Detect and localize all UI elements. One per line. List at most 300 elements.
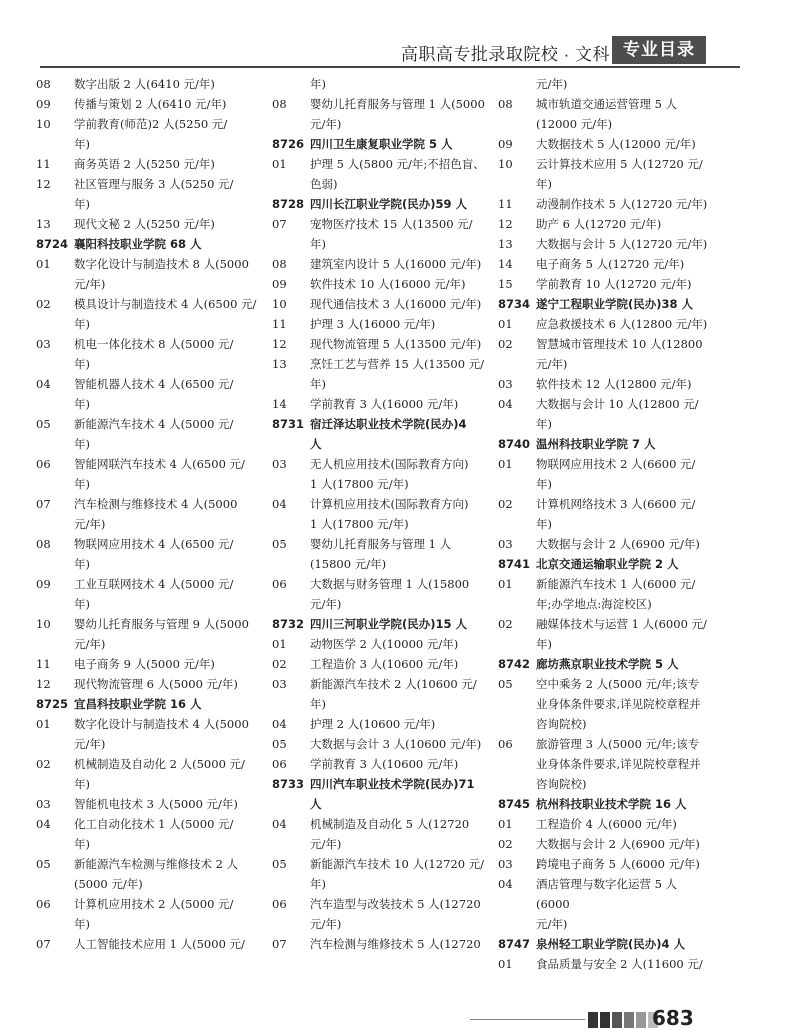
school-entry xyxy=(270,794,486,814)
entry-text: 大数据与会计 5 人(12720 元/年) xyxy=(536,237,708,251)
entry-code: 04 xyxy=(272,817,287,831)
entry-code: 12 xyxy=(272,337,287,351)
program-entry xyxy=(34,274,258,294)
entry-text: (5000 元/年) xyxy=(74,877,143,891)
entry-code: 03 xyxy=(272,677,287,691)
entry-text: 烹饪工艺与营养 15 人(13500 元/ xyxy=(310,357,485,371)
entry-code: 13 xyxy=(272,357,287,371)
program-entry xyxy=(496,694,710,714)
entry-text: 智能机电技术 3 人(5000 元/年) xyxy=(74,797,238,811)
entry-text: 元/年) xyxy=(536,357,568,371)
entry-text: 新能源汽车技术 10 人(12720 元/ xyxy=(310,857,485,871)
program-entry xyxy=(34,714,258,734)
entry-text: 城市轨道交通运营管理 5 人 xyxy=(536,97,678,111)
column-right xyxy=(496,74,710,974)
entry-code: 03 xyxy=(36,797,51,811)
program-entry xyxy=(34,214,258,234)
entry-text: 护理 2 人(10600 元/年) xyxy=(310,717,436,731)
entry-text: 年) xyxy=(74,557,90,571)
entry-text: 电子商务 5 人(12720 元/年) xyxy=(536,257,685,271)
program-entry xyxy=(34,794,258,814)
entry-code: 03 xyxy=(498,537,513,551)
entry-text: (12000 元/年) xyxy=(536,117,613,131)
entry-code: 04 xyxy=(498,877,513,891)
section-badge: 专业目录 xyxy=(612,36,706,64)
entry-text: 业身体条件要求,详见院校章程并 xyxy=(536,697,701,711)
entry-text: 温州科技职业学院 7 人 xyxy=(536,437,656,451)
program-entry xyxy=(34,314,258,334)
entry-code: 05 xyxy=(36,417,51,431)
entry-text: 融媒体技术与运营 1 人(6000 元/ xyxy=(536,617,707,631)
program-entry xyxy=(34,734,258,754)
program-entry xyxy=(496,414,710,434)
program-entry xyxy=(34,294,258,314)
entry-code: 03 xyxy=(498,857,513,871)
entry-text: 大数据与会计 2 人(6900 元/年) xyxy=(536,537,700,551)
program-entry xyxy=(496,214,710,234)
entry-code: 8732 xyxy=(272,617,305,631)
program-entry xyxy=(270,114,486,134)
entry-text: 大数据技术 5 人(12000 元/年) xyxy=(536,137,696,151)
entry-text: 汽车检测与维修技术 5 人(12720 xyxy=(310,937,481,951)
entry-code: 01 xyxy=(36,717,51,731)
program-entry xyxy=(496,274,710,294)
program-entry xyxy=(34,754,258,774)
entry-text: 四川长江职业学院(民办)59 人 xyxy=(310,197,468,211)
program-entry xyxy=(270,754,486,774)
entry-code: 01 xyxy=(498,457,513,471)
entry-text: 软件技术 12 人(12800 元/年) xyxy=(536,377,692,391)
program-entry xyxy=(34,614,258,634)
entry-text: 元/年) xyxy=(74,637,106,651)
entry-code: 01 xyxy=(36,257,51,271)
entry-text: 宿迁泽达职业技术学院(民办)4 xyxy=(310,417,467,431)
entry-code: 08 xyxy=(498,97,513,111)
entry-text: 年) xyxy=(74,357,90,371)
entry-text: 跨境电子商务 5 人(6000 元/年) xyxy=(536,857,700,871)
program-entry xyxy=(496,574,710,594)
entry-code: 05 xyxy=(36,857,51,871)
school-entry xyxy=(496,794,710,814)
entry-text: 元/年) xyxy=(74,517,106,531)
program-entry xyxy=(270,534,486,554)
entry-code: 8741 xyxy=(498,557,531,571)
program-entry xyxy=(34,774,258,794)
entry-text: 人 xyxy=(310,797,322,811)
school-entry xyxy=(270,414,486,434)
entry-text: 年) xyxy=(74,137,90,151)
program-entry xyxy=(270,254,486,274)
entry-text: 智能网联汽车技术 4 人(6500 元/ xyxy=(74,457,245,471)
entry-code: 11 xyxy=(36,657,51,671)
program-entry xyxy=(496,134,710,154)
program-entry xyxy=(270,854,486,874)
program-entry xyxy=(270,234,486,254)
entry-text: 现代物流管理 6 人(5000 元/年) xyxy=(74,677,238,691)
entry-code: 04 xyxy=(498,397,513,411)
program-entry xyxy=(496,874,710,914)
entry-text: 北京交通运输职业学院 2 人 xyxy=(536,557,679,571)
entry-text: 酒店管理与数字化运营 5 人(6000 xyxy=(536,877,678,911)
entry-text: 元/年) xyxy=(536,77,568,91)
entry-text: 大数据与会计 2 人(6900 元/年) xyxy=(536,837,700,851)
entry-text: 宠物医疗技术 15 人(13500 元/ xyxy=(310,217,473,231)
entry-text: 软件技术 10 人(16000 元/年) xyxy=(310,277,466,291)
entry-code: 01 xyxy=(498,317,513,331)
footer-decoration-bars xyxy=(588,1012,660,1028)
school-entry xyxy=(496,654,710,674)
entry-text: 元/年) xyxy=(536,917,568,931)
program-entry xyxy=(34,194,258,214)
entry-code: 02 xyxy=(498,617,513,631)
entry-text: 计算机应用技术 2 人(5000 元/ xyxy=(74,897,234,911)
entry-text: 无人机应用技术(国际教育方向) xyxy=(310,457,469,471)
entry-text: 宜昌科技职业学院 16 人 xyxy=(74,697,202,711)
program-entry xyxy=(270,554,486,574)
entry-code: 06 xyxy=(272,757,287,771)
entry-code: 08 xyxy=(272,257,287,271)
entry-text: 1 人(17800 元/年) xyxy=(310,477,409,491)
program-entry xyxy=(270,514,486,534)
entry-text: 学前教育 3 人(10600 元/年) xyxy=(310,757,459,771)
entry-text: 商务英语 2 人(5250 元/年) xyxy=(74,157,215,171)
entry-text: 四川卫生康复职业学院 5 人 xyxy=(310,137,453,151)
entry-code: 04 xyxy=(36,377,51,391)
column-left xyxy=(34,74,258,954)
program-entry xyxy=(34,254,258,274)
entry-code: 05 xyxy=(272,537,287,551)
entry-text: 工业互联网技术 4 人(5000 元/ xyxy=(74,577,234,591)
entry-text: 业身体条件要求,详见院校章程并 xyxy=(536,757,701,771)
entry-code: 15 xyxy=(498,277,513,291)
program-entry xyxy=(496,174,710,194)
school-entry xyxy=(270,614,486,634)
entry-code: 04 xyxy=(272,497,287,511)
entry-code: 02 xyxy=(36,297,51,311)
entry-code: 11 xyxy=(272,317,287,331)
entry-text: 年) xyxy=(310,877,326,891)
entry-text: 年) xyxy=(536,477,552,491)
entry-text: 物联网应用技术 4 人(6500 元/ xyxy=(74,537,234,551)
program-entry xyxy=(496,534,710,554)
program-entry xyxy=(270,174,486,194)
entry-text: 元/年) xyxy=(310,917,342,931)
school-entry xyxy=(496,294,710,314)
entry-code: 8728 xyxy=(272,197,305,211)
entry-text: 1 人(17800 元/年) xyxy=(310,517,409,531)
column-middle xyxy=(270,74,486,954)
entry-code: 13 xyxy=(36,217,51,231)
program-entry xyxy=(496,354,710,374)
entry-text: 社区管理与服务 3 人(5250 元/ xyxy=(74,177,234,191)
program-entry xyxy=(270,314,486,334)
entry-code: 07 xyxy=(36,497,51,511)
entry-code: 8742 xyxy=(498,657,531,671)
entry-text: 泉州轻工职业学院(民办)4 人 xyxy=(536,937,686,951)
program-entry xyxy=(496,774,710,794)
entry-text: 机械制造及自动化 2 人(5000 元/ xyxy=(74,757,245,771)
entry-text: 新能源汽车技术 4 人(5000 元/ xyxy=(74,417,234,431)
program-entry xyxy=(34,174,258,194)
program-entry xyxy=(270,834,486,854)
entry-text: 食品质量与安全 2 人(11600 元/ xyxy=(536,957,703,971)
program-entry xyxy=(34,494,258,514)
entry-text: 云计算技术应用 5 人(12720 元/ xyxy=(536,157,703,171)
program-entry xyxy=(270,634,486,654)
program-entry xyxy=(34,534,258,554)
entry-code: 07 xyxy=(36,937,51,951)
program-entry xyxy=(34,574,258,594)
program-entry xyxy=(496,714,710,734)
entry-text: 学前教育 3 人(16000 元/年) xyxy=(310,397,459,411)
entry-code: 10 xyxy=(36,117,51,131)
entry-text: 年) xyxy=(310,377,326,391)
program-entry xyxy=(496,594,710,614)
entry-code: 05 xyxy=(272,857,287,871)
entry-text: 年) xyxy=(74,197,90,211)
entry-code: 8745 xyxy=(498,797,531,811)
program-entry xyxy=(496,834,710,854)
entry-text: 工程造价 4 人(6000 元/年) xyxy=(536,817,677,831)
entry-text: 汽车检测与维修技术 4 人(5000 xyxy=(74,497,238,511)
program-entry xyxy=(496,254,710,274)
entry-code: 14 xyxy=(272,397,287,411)
header-divider xyxy=(40,66,740,68)
program-entry xyxy=(34,554,258,574)
entry-code: 12 xyxy=(36,177,51,191)
program-entry xyxy=(34,914,258,934)
entry-code: 06 xyxy=(272,897,287,911)
entry-code: 8734 xyxy=(498,297,531,311)
entry-code: 05 xyxy=(272,737,287,751)
entry-code: 02 xyxy=(498,837,513,851)
entry-text: 婴幼儿托育服务与管理 1 人(5000 xyxy=(310,97,485,111)
program-entry xyxy=(34,874,258,894)
entry-code: 12 xyxy=(498,217,513,231)
program-entry xyxy=(496,454,710,474)
school-entry xyxy=(270,434,486,454)
entry-text: 计算机应用技术(国际教育方向) xyxy=(310,497,469,511)
entry-text: 大数据与财务管理 1 人(15800 xyxy=(310,577,470,591)
entry-code: 02 xyxy=(36,757,51,771)
entry-text: 数字出版 2 人(6410 元/年) xyxy=(74,77,215,91)
program-entry xyxy=(496,674,710,694)
entry-text: 年) xyxy=(74,437,90,451)
entry-text: 年) xyxy=(536,517,552,531)
entry-text: (15800 元/年) xyxy=(310,557,387,571)
program-entry xyxy=(496,914,710,934)
entry-text: 年) xyxy=(310,77,326,91)
header-title: 高职高专批录取院校 · 文科 xyxy=(400,45,610,64)
program-entry xyxy=(270,894,486,914)
entry-text: 人 xyxy=(310,437,322,451)
entry-code: 12 xyxy=(36,677,51,691)
entry-text: 年) xyxy=(536,637,552,651)
entry-code: 05 xyxy=(498,677,513,691)
program-entry xyxy=(34,334,258,354)
program-entry xyxy=(34,414,258,434)
entry-text: 元/年) xyxy=(74,277,106,291)
entry-text: 色弱) xyxy=(310,177,338,191)
program-entry xyxy=(34,894,258,914)
program-entry xyxy=(496,394,710,414)
program-entry xyxy=(496,634,710,654)
entry-text: 数字化设计与制造技术 4 人(5000 xyxy=(74,717,249,731)
entry-code: 8733 xyxy=(272,777,305,791)
entry-text: 四川三河职业学院(民办)15 人 xyxy=(310,617,468,631)
entry-text: 计算机网络技术 3 人(6600 元/ xyxy=(536,497,696,511)
entry-text: 旅游管理 3 人(5000 元/年;该专 xyxy=(536,737,700,751)
entry-code: 8726 xyxy=(272,137,305,151)
entry-text: 现代文秘 2 人(5250 元/年) xyxy=(74,217,215,231)
program-entry xyxy=(270,294,486,314)
program-entry xyxy=(270,454,486,474)
program-entry xyxy=(34,854,258,874)
entry-text: 传播与策划 2 人(6410 元/年) xyxy=(74,97,227,111)
program-entry xyxy=(496,614,710,634)
program-entry xyxy=(34,674,258,694)
entry-code: 11 xyxy=(36,157,51,171)
entry-code: 08 xyxy=(36,77,51,91)
entry-text: 化工自动化技术 1 人(5000 元/ xyxy=(74,817,234,831)
entry-text: 年) xyxy=(310,697,326,711)
school-entry xyxy=(270,134,486,154)
program-entry xyxy=(270,814,486,834)
entry-code: 09 xyxy=(36,97,51,111)
entry-code: 09 xyxy=(498,137,513,151)
school-entry xyxy=(496,554,710,574)
program-entry xyxy=(34,474,258,494)
program-entry xyxy=(496,734,710,754)
entry-code: 08 xyxy=(36,537,51,551)
entry-code: 01 xyxy=(498,577,513,591)
entry-code: 8724 xyxy=(36,237,69,251)
entry-text: 年;办学地点:海淀校区) xyxy=(536,597,652,611)
school-entry xyxy=(34,694,258,714)
entry-text: 建筑室内设计 5 人(16000 元/年) xyxy=(310,257,482,271)
entry-text: 四川汽车职业技术学院(民办)71 xyxy=(310,777,475,791)
entry-code: 03 xyxy=(272,457,287,471)
entry-text: 廊坊燕京职业技术学院 5 人 xyxy=(536,657,679,671)
program-entry xyxy=(270,734,486,754)
entry-code: 02 xyxy=(498,497,513,511)
entry-code: 11 xyxy=(498,197,513,211)
entry-code: 01 xyxy=(272,637,287,651)
school-entry xyxy=(34,234,258,254)
entry-text: 机电一体化技术 8 人(5000 元/ xyxy=(74,337,234,351)
entry-text: 模具设计与制造技术 4 人(6500 元/ xyxy=(74,297,257,311)
program-entry xyxy=(496,74,710,94)
program-entry xyxy=(34,94,258,114)
program-entry xyxy=(270,334,486,354)
entry-code: 8747 xyxy=(498,937,531,951)
entry-text: 现代通信技术 3 人(16000 元/年) xyxy=(310,297,482,311)
program-entry xyxy=(34,514,258,534)
program-entry xyxy=(34,434,258,454)
entry-text: 动漫制作技术 5 人(12720 元/年) xyxy=(536,197,708,211)
program-entry xyxy=(496,234,710,254)
program-entry xyxy=(34,454,258,474)
entry-text: 元/年) xyxy=(310,117,342,131)
entry-text: 护理 5 人(5800 元/年;不招色盲、 xyxy=(310,157,485,171)
school-entry xyxy=(496,934,710,954)
entry-text: 物联网应用技术 2 人(6600 元/ xyxy=(536,457,696,471)
program-entry xyxy=(496,374,710,394)
entry-text: 动物医学 2 人(10000 元/年) xyxy=(310,637,459,651)
program-entry xyxy=(34,814,258,834)
program-entry xyxy=(34,154,258,174)
entry-code: 06 xyxy=(272,577,287,591)
program-entry xyxy=(34,114,258,134)
entry-code: 8731 xyxy=(272,417,305,431)
entry-code: 01 xyxy=(498,957,513,971)
entry-code: 06 xyxy=(36,457,51,471)
entry-text: 元/年) xyxy=(310,837,342,851)
entry-code: 08 xyxy=(272,97,287,111)
program-entry xyxy=(34,594,258,614)
program-entry xyxy=(496,154,710,174)
program-entry xyxy=(496,114,710,134)
entry-text: 咨询院校) xyxy=(536,777,587,791)
program-entry xyxy=(270,594,486,614)
entry-text: 年) xyxy=(536,417,552,431)
entry-text: 新能源汽车检测与维修技术 2 人 xyxy=(74,857,239,871)
entry-code: 04 xyxy=(36,817,51,831)
program-entry xyxy=(270,914,486,934)
entry-text: 工程造价 3 人(10600 元/年) xyxy=(310,657,459,671)
entry-code: 01 xyxy=(272,157,287,171)
program-entry xyxy=(34,654,258,674)
entry-text: 婴幼儿托育服务与管理 1 人 xyxy=(310,537,452,551)
program-entry xyxy=(34,134,258,154)
program-entry xyxy=(270,654,486,674)
entry-text: 婴幼儿托育服务与管理 9 人(5000 xyxy=(74,617,249,631)
entry-code: 10 xyxy=(272,297,287,311)
entry-text: 元/年) xyxy=(74,737,106,751)
entry-code: 10 xyxy=(498,157,513,171)
program-entry xyxy=(496,494,710,514)
entry-text: 年) xyxy=(74,837,90,851)
program-entry xyxy=(34,74,258,94)
school-entry xyxy=(270,194,486,214)
program-entry xyxy=(270,694,486,714)
entry-text: 机械制造及自动化 5 人(12720 xyxy=(310,817,470,831)
entry-text: 智能机器人技术 4 人(6500 元/ xyxy=(74,377,234,391)
entry-code: 10 xyxy=(36,617,51,631)
program-entry xyxy=(270,674,486,694)
entry-text: 遂宁工程职业学院(民办)38 人 xyxy=(536,297,694,311)
entry-text: 数字化设计与制造技术 8 人(5000 xyxy=(74,257,249,271)
entry-text: 年) xyxy=(74,397,90,411)
entry-text: 现代物流管理 5 人(13500 元/年) xyxy=(310,337,482,351)
page-number: 683 xyxy=(652,1006,694,1030)
entry-code: 8725 xyxy=(36,697,69,711)
entry-text: 应急救援技术 6 人(12800 元/年) xyxy=(536,317,708,331)
program-entry xyxy=(270,154,486,174)
program-entry xyxy=(496,94,710,114)
entry-text: 空中乘务 2 人(5000 元/年;该专 xyxy=(536,677,700,691)
footer-divider xyxy=(470,1019,585,1020)
entry-code: 02 xyxy=(498,337,513,351)
program-entry xyxy=(270,374,486,394)
entry-text: 襄阳科技职业学院 68 人 xyxy=(74,237,202,251)
entry-text: 学前教育 10 人(12720 元/年) xyxy=(536,277,692,291)
entry-text: 年) xyxy=(310,237,326,251)
program-entry xyxy=(496,814,710,834)
entry-code: 01 xyxy=(498,817,513,831)
entry-text: 杭州科技职业技术学院 16 人 xyxy=(536,797,687,811)
entry-code: 04 xyxy=(272,717,287,731)
